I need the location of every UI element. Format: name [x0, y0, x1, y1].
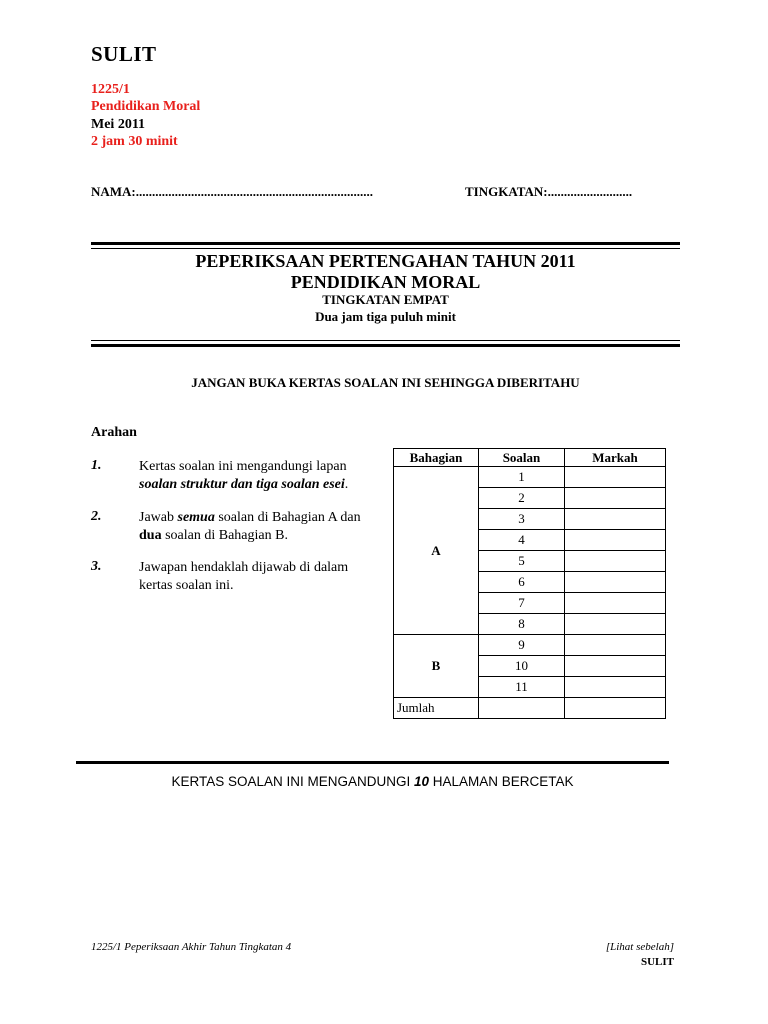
mark-cell[interactable] — [565, 530, 666, 551]
instruction-number: 3. — [91, 559, 102, 574]
total-mark-cell[interactable] — [565, 698, 666, 719]
question-number: 6 — [479, 572, 565, 593]
instruction-number: 1. — [91, 458, 102, 473]
instructions-heading: Arahan — [91, 425, 137, 440]
mark-cell[interactable] — [565, 593, 666, 614]
instruction-text-part: soalan di Bahagian A dan — [214, 510, 361, 525]
exam-title: PEPERIKSAAN PERTENGAHAN TAHUN 2011 — [195, 251, 576, 271]
mid-rule-thick — [91, 344, 680, 347]
footer-classification: SULIT — [640, 956, 674, 968]
mark-cell[interactable] — [565, 635, 666, 656]
top-rule-thin — [91, 248, 680, 249]
instruction-text: Jawapan hendaklah dijawab di dalam kertas soalan ini. — [139, 560, 349, 593]
mark-cell[interactable] — [565, 509, 666, 530]
question-number: 9 — [479, 635, 565, 656]
page-count-suffix: HALAMAN BERCETAK — [429, 774, 574, 789]
table-header-row — [394, 449, 666, 467]
do-not-open-warning: JANGAN BUKA KERTAS SOALAN INI SEHINGGA DIBERITAHU — [191, 375, 580, 390]
mark-cell[interactable] — [565, 488, 666, 509]
question-number: 2 — [479, 488, 565, 509]
question-number: 1 — [479, 467, 565, 488]
table-total-row — [394, 698, 666, 719]
question-number: 7 — [479, 593, 565, 614]
top-rule-thick — [91, 242, 680, 245]
instruction-text-part: . — [344, 477, 349, 492]
page-count-prefix: KERTAS SOALAN INI MENGANDUNGI — [171, 774, 414, 789]
page-count-number: 10 — [413, 774, 430, 789]
instruction-emphasis: soalan struktur dan tiga soalan esei — [139, 477, 345, 492]
total-spacer — [479, 698, 565, 719]
question-number: 11 — [479, 677, 565, 698]
question-number: 4 — [479, 530, 565, 551]
instruction-text-part: Kertas soalan ini mengandungi lapan — [139, 459, 347, 474]
form-field[interactable]: TINGKATAN:.......................... — [465, 184, 633, 199]
classification-label: SULIT — [91, 42, 157, 66]
mark-cell[interactable] — [565, 614, 666, 635]
bottom-rule — [76, 761, 669, 764]
table-row — [394, 467, 666, 488]
mark-cell[interactable] — [565, 551, 666, 572]
header-soalan: Soalan — [479, 449, 565, 467]
exam-date: Mei 2011 — [91, 117, 146, 132]
paper-code: 1225/1 — [91, 82, 130, 97]
header-bahagian: Bahagian — [394, 449, 479, 467]
instruction-bold: dua — [139, 528, 162, 543]
duration-title: Dua jam tiga puluh minit — [315, 309, 456, 324]
total-label: Jumlah — [394, 698, 479, 719]
instruction-number: 2. — [91, 509, 102, 524]
instruction-text-part: soalan di Bahagian B. — [161, 528, 288, 543]
header-markah: Markah — [565, 449, 666, 467]
footer-turn-over: [Lihat sebelah] — [605, 941, 674, 953]
mid-rule-thin — [91, 340, 680, 341]
table-row — [394, 635, 666, 656]
exam-duration: 2 jam 30 minit — [91, 134, 178, 149]
mark-cell[interactable] — [565, 572, 666, 593]
page-count-note — [76, 774, 669, 789]
marks-table — [393, 448, 666, 719]
instruction-text — [139, 509, 379, 545]
question-number: 3 — [479, 509, 565, 530]
section-a-cell: A — [394, 467, 479, 635]
footer-paper-info: 1225/1 Peperiksaan Akhir Tahun Tingkatan 4 — [91, 941, 292, 953]
mark-cell[interactable] — [565, 656, 666, 677]
section-b-cell: B — [394, 635, 479, 698]
question-number: 10 — [479, 656, 565, 677]
instruction-text — [139, 458, 379, 494]
subject-title: PENDIDIKAN MORAL — [290, 272, 481, 292]
instruction-text-part: Jawab — [139, 510, 178, 525]
name-field[interactable]: NAMA:......................................................................... — [91, 184, 374, 199]
question-number: 8 — [479, 614, 565, 635]
mark-cell[interactable] — [565, 467, 666, 488]
question-number: 5 — [479, 551, 565, 572]
mark-cell[interactable] — [565, 677, 666, 698]
subject-name: Pendidikan Moral — [91, 99, 201, 114]
instruction-emphasis: semua — [177, 510, 215, 525]
form-title: TINGKATAN EMPAT — [322, 292, 449, 307]
